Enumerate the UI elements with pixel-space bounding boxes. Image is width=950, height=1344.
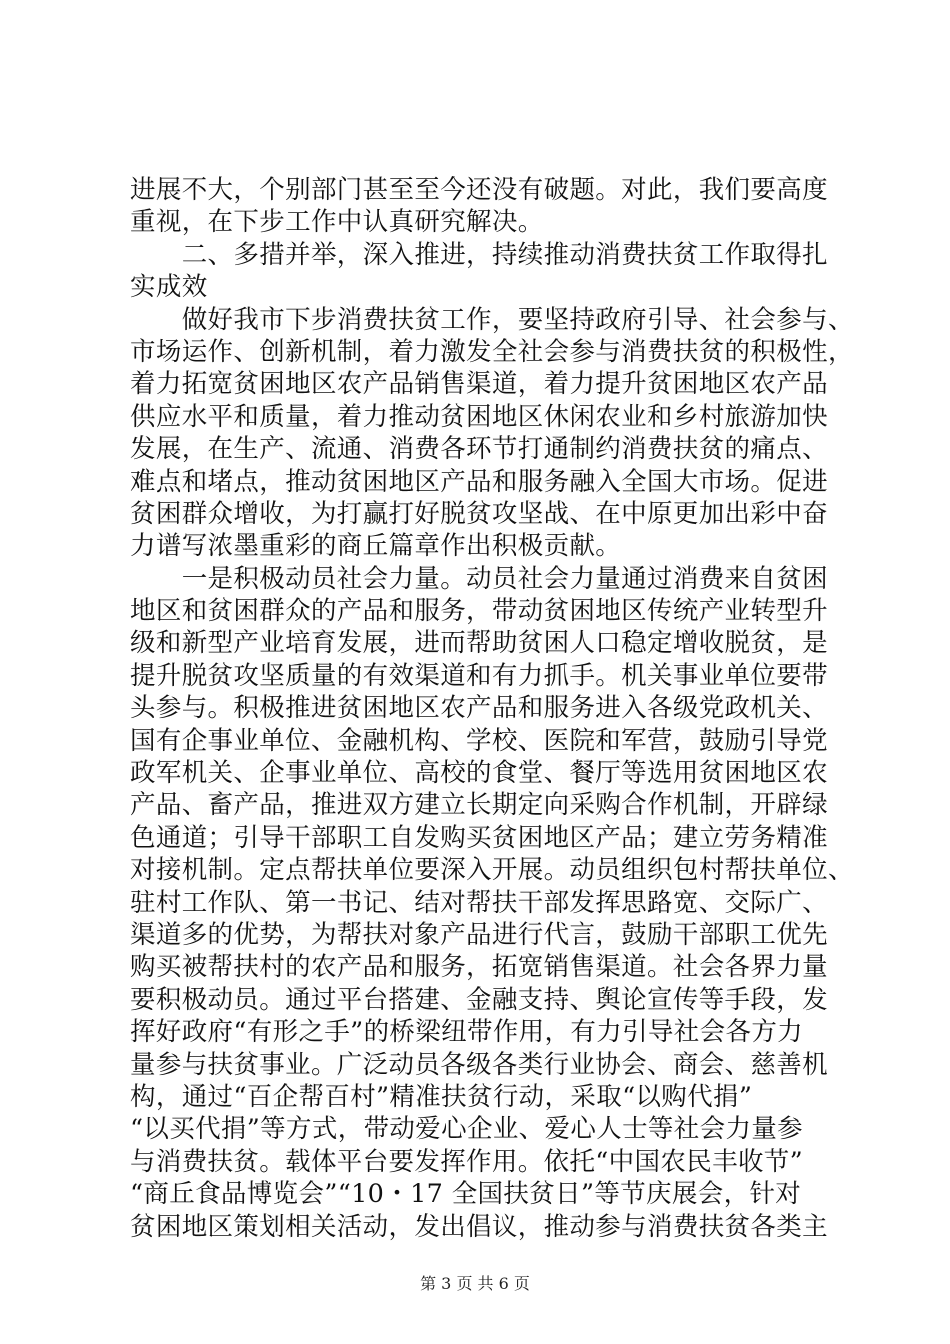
text-line: 色通道；引导干部职工自发购买贫困地区产品；建立劳务精准 xyxy=(130,822,828,853)
text-line: 重视，在下步工作中认真研究解决。 xyxy=(130,207,544,238)
text-line: 对接机制。定点帮扶单位要深入开展。动员组织包村帮扶单位、 xyxy=(130,855,854,886)
text-line: 着力拓宽贫困地区农产品销售渠道，着力提升贫困地区农产品 xyxy=(130,369,828,400)
text-line: 驻村工作队、第一书记、结对帮扶干部发挥思路宽、交际广、 xyxy=(130,887,828,918)
text-line: 难点和堵点，推动贫困地区产品和服务融入全国大市场。促进 xyxy=(130,466,828,497)
text-line: 提升脱贫攻坚质量的有效渠道和有力抓手。机关事业单位要带 xyxy=(130,660,828,691)
text-line: 政军机关、企事业单位、高校的食堂、餐厅等选用贫困地区农 xyxy=(130,758,828,789)
text-line: “以买代捐”等方式，带动爱心企业、爱心人士等社会力量参 xyxy=(130,1114,804,1145)
text-line: 供应水平和质量，着力推动贫困地区休闲农业和乡村旅游加快 xyxy=(130,401,828,432)
text-line: 发展，在生产、流通、消费各环节打通制约消费扶贫的痛点、 xyxy=(130,434,828,465)
text-line: 量参与扶贫事业。广泛动员各级各类行业协会、商会、慈善机 xyxy=(130,1049,828,1080)
text-line: “商丘食品博览会”“10・17 全国扶贫日”等节庆展会，针对 xyxy=(130,1179,802,1210)
text-line: 产品、畜产品，推进双方建立长期定向采购合作机制，开辟绿 xyxy=(130,790,828,821)
text-line: 地区和贫困群众的产品和服务，带动贫困地区传统产业转型升 xyxy=(130,596,828,627)
document-body xyxy=(130,174,854,1243)
text-line: 购买被帮扶村的农产品和服务，拓宽销售渠道。社会各界力量 xyxy=(130,952,828,983)
section-heading-line: 二、多措并举，深入推进，持续推动消费扶贫工作取得扎 xyxy=(130,239,828,270)
text-line: 渠道多的优势，为帮扶对象产品进行代言，鼓励干部职工优先 xyxy=(130,919,828,950)
text-line: 做好我市下步消费扶贫工作，要坚持政府引导、社会参与、 xyxy=(130,304,854,335)
text-line: 一是积极动员社会力量。动员社会力量通过消费来自贫困 xyxy=(130,563,828,594)
text-line: 市场运作、创新机制，着力激发全社会参与消费扶贫的积极性， xyxy=(130,336,854,367)
text-line: 级和新型产业培育发展，进而帮助贫困人口稳定增收脱贫，是 xyxy=(130,628,828,659)
text-line: 进展不大，个别部门甚至至今还没有破题。对此，我们要高度 xyxy=(130,175,828,205)
text-line: 要积极动员。通过平台搭建、金融支持、舆论宣传等手段，发 xyxy=(130,984,828,1015)
page-number-footer: 第 3 页 共 6 页 xyxy=(420,1274,530,1293)
text-line: 贫困地区策划相关活动，发出倡议，推动参与消费扶贫各类主 xyxy=(130,1211,828,1242)
text-line: 与消费扶贫。载体平台要发挥作用。依托“中国农民丰收节” xyxy=(130,1146,804,1177)
text-line: 贫困群众增收，为打赢打好脱贫攻坚战、在中原更加出彩中奋 xyxy=(130,498,828,529)
text-line: 构，通过“百企帮百村”精准扶贫行动，采取“以购代捐” xyxy=(130,1081,753,1112)
section-heading-line: 实成效 xyxy=(130,272,208,303)
text-line: 头参与。积极推进贫困地区农产品和服务进入各级党政机关、 xyxy=(130,693,828,724)
text-line: 力谱写浓墨重彩的商丘篇章作出积极贡献。 xyxy=(130,531,622,562)
text-line: 挥好政府“有形之手”的桥梁纽带作用，有力引导社会各方力 xyxy=(130,1017,804,1048)
text-line: 国有企事业单位、金融机构、学校、医院和军营，鼓励引导党 xyxy=(130,725,828,756)
